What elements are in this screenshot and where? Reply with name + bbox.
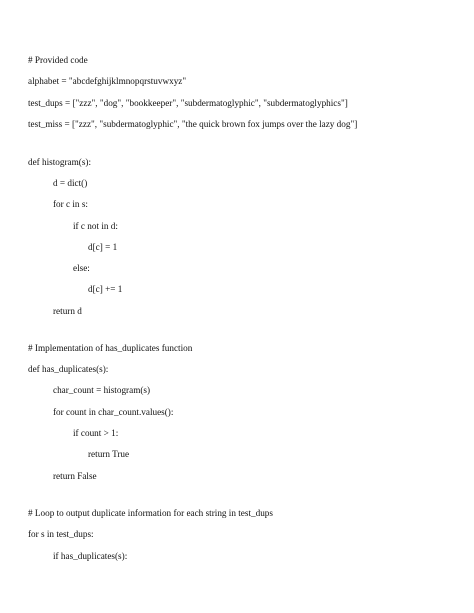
code-line: d[c] += 1 — [88, 284, 123, 294]
code-line: # Loop to output duplicate information for each string in test_dups — [28, 508, 273, 518]
code-line: return d — [53, 306, 82, 316]
code-line: def has_duplicates(s): — [28, 364, 109, 374]
code-line: if count > 1: — [73, 428, 119, 438]
code-line: char_count = histogram(s) — [53, 385, 151, 395]
code-line: for count in char_count.values(): — [53, 407, 174, 417]
code-line: # Provided code — [28, 55, 88, 65]
code-line: else: — [73, 263, 90, 273]
code-line: if c not in d: — [73, 221, 118, 231]
code-line: for c in s: — [53, 199, 88, 209]
code-line: return False — [53, 471, 97, 481]
code-line: d = dict() — [53, 178, 88, 188]
code-line: test_dups = ["zzz", "dog", "bookkeeper", "subdermatoglyphic", "subdermatoglyphics"] — [28, 98, 348, 108]
code-line: for s in test_dups: — [28, 529, 94, 539]
code-line: # Implementation of has_duplicates function — [28, 343, 193, 353]
code-line: alphabet = "abcdefghijklmnopqrstuvwxyz" — [28, 76, 187, 86]
code-line: return True — [88, 449, 130, 459]
code-line: if has_duplicates(s): — [53, 551, 128, 561]
code-line: def histogram(s): — [28, 157, 92, 167]
code-line: d[c] = 1 — [88, 242, 118, 252]
code-line: test_miss = ["zzz", "subdermatoglyphic", "the quick brown fox jumps over the lazy dog"] — [28, 119, 358, 129]
